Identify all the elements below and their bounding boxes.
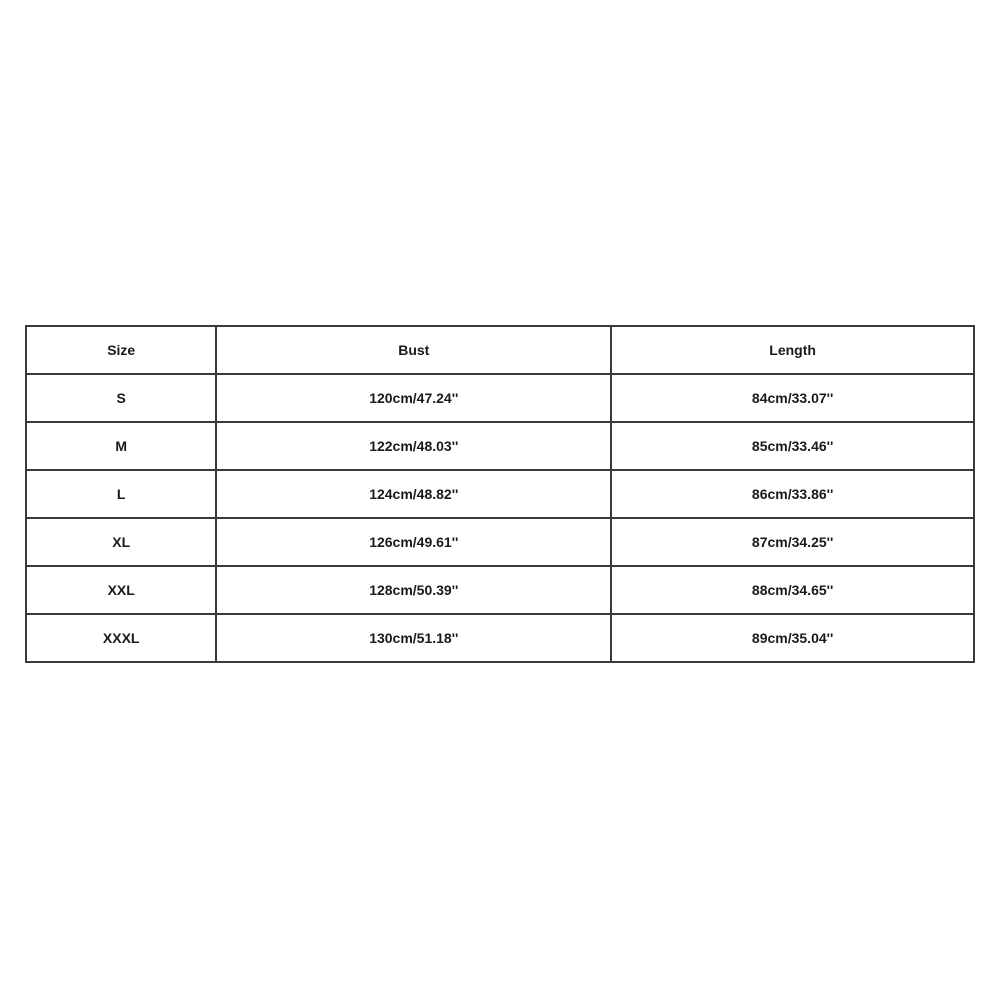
cell-bust: 120cm/47.24'' <box>216 374 611 422</box>
table-row <box>26 566 974 614</box>
table-row <box>26 422 974 470</box>
cell-bust: 130cm/51.18'' <box>216 614 611 662</box>
cell-size: XXXL <box>26 614 216 662</box>
cell-length: 84cm/33.07'' <box>611 374 974 422</box>
cell-bust: 124cm/48.82'' <box>216 470 611 518</box>
cell-size: S <box>26 374 216 422</box>
cell-size: XL <box>26 518 216 566</box>
table-row <box>26 374 974 422</box>
cell-length: 85cm/33.46'' <box>611 422 974 470</box>
cell-bust: 128cm/50.39'' <box>216 566 611 614</box>
table-header-row <box>26 326 974 374</box>
cell-length: 89cm/35.04'' <box>611 614 974 662</box>
cell-size: L <box>26 470 216 518</box>
size-chart-table <box>25 325 975 663</box>
table-row <box>26 518 974 566</box>
cell-length: 87cm/34.25'' <box>611 518 974 566</box>
cell-bust: 122cm/48.03'' <box>216 422 611 470</box>
cell-length: 88cm/34.65'' <box>611 566 974 614</box>
cell-length: 86cm/33.86'' <box>611 470 974 518</box>
table-row <box>26 614 974 662</box>
table-row <box>26 470 974 518</box>
header-size: Size <box>26 326 216 374</box>
cell-bust: 126cm/49.61'' <box>216 518 611 566</box>
cell-size: XXL <box>26 566 216 614</box>
cell-size: M <box>26 422 216 470</box>
header-length: Length <box>611 326 974 374</box>
header-bust: Bust <box>216 326 611 374</box>
